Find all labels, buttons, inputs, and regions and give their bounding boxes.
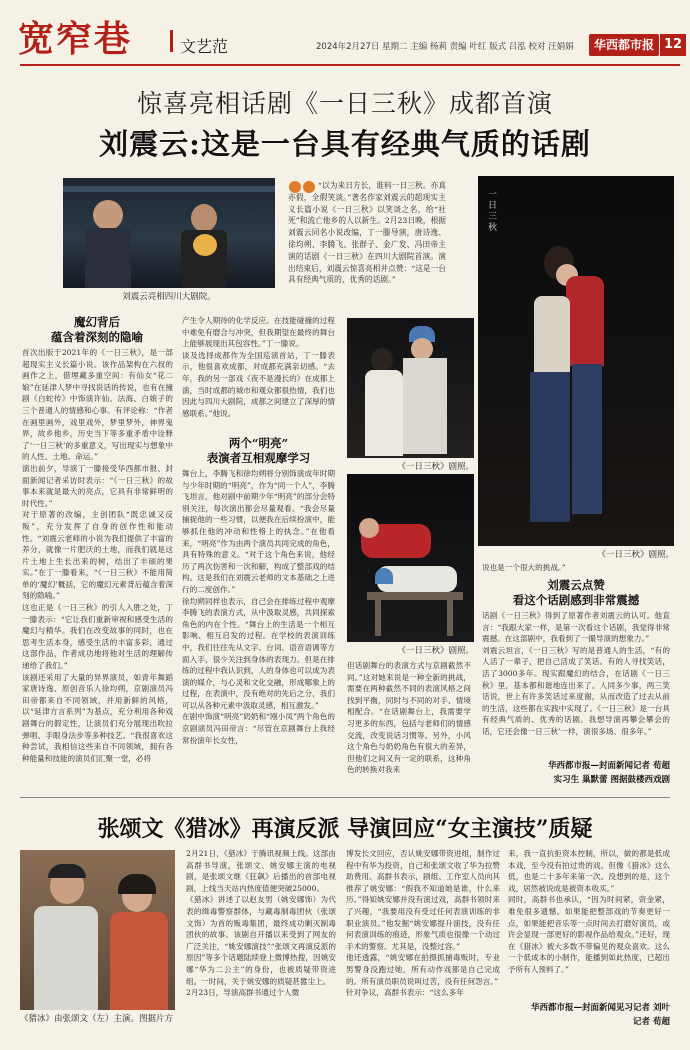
article1-col2b: 舞台上，李腾飞和徐均朔将分别饰演成年时期与少年时期的“明亮”，作为“同一个人”，李腾飞坦言，他对剧中前期少年“明亮”的部分会特别关注，每次演出都会尽量观看。“我会尽量捕捉他的一些习惯，以便我在后续扮演中，能够抓住他的冲动和性格上的执念。”在他看来，“明亮”作为由两个演员共同完成的角色，具有特殊的意义。“对于这个角色来说，他经历了两次伤害和一次和解，构成了整部戏的结构。这是我们在刘震云老师的文本基础之上进行的二度创作。” 徐均朔同样也表示，自己会在排练过程中观摩李腾飞的表演方式，从中汲取灵感，共同探索角色的内在个性。“舞台上的生活是一个相互影响、相互启发的过程。在学校的表演训练中，我们往往先从文字、台词、语音语调等方面入手，很少关注到身体的表现力。但是在排练的过程中我认识到，人的身体也可以成为表演的媒介，与心灵和文化交融，形成哪象上的过程，在表演中，没有绝对的先后之分，我们可以从各种元素中汲取灵感，相互激发。” 在剧中饰演“明亮”奶奶和“刚小凤”两个角色的京剧演员冯田帝言：“尽管在京剧舞台上我经常扮演年长女性， <box>182 469 335 745</box>
photo-stage-3 <box>347 474 474 642</box>
article1-col2a: 产生令人期待的化学反应。在技能碰撞的过程中难免有磨合与冲突，但我期望在最终的舞台上能够展现出其包容性。”丁一滕说。 谈及选择成都作为全国巡演首站，丁一滕表示，他很喜欢成都，对成都充满亲切感。“去年，我的另一部戏《夜不是漫长的》在成都上演，当时成都的城市和观众都很热情，我们也因此与四川大剧院，成都之间建立了深厚的情感联系。”他说。 <box>182 316 335 418</box>
section-heading-2: 两个“明亮” 表演者互相观摩学习 <box>206 436 311 465</box>
photo3-caption: 《一日三秋》剧照。 <box>397 646 474 656</box>
article2-col2: 博发长文回应，否认姚安娜带资进组，制作过程中有华为投资，自己和张颂文收了华为拉赞助费用。高群书表示，剧组、工作室人员向其推荐了姚安娜：“假我不知道她是谁，什么来历。”得知姚安娜并没有演过戏，高群书领时来了兴趣，“我要用没有受过任何表演训练的非职业演员。”他发掘“姚安娜提升演技，没有任何表演训练的痕迹，形象气质也很像一个动过手术的警察。尤其是，没整过容。” 他还透露，“姚安娜在拍摄抓捕毒贩时，专业男警身没跑过她，所有动作戏都是自己完成的。所有演员职员说叫过苦，没有任何怨言。” 针对争议，高群书表示：“这么多年 <box>346 849 500 998</box>
column-name: 文艺范 <box>180 37 229 56</box>
article2-byline-2: 记者 荀超 <box>633 1017 670 1027</box>
photo2-caption: 《一日三秋》剧照。 <box>397 462 474 472</box>
section-logo: 宽窄巷 <box>18 18 133 60</box>
masthead-rule <box>20 64 680 66</box>
article1-col4b: 话剧《一日三秋》得到了原著作者刘震云的认可。他直言：“我跟大家一样，是第一次看这个话剧，我觉得非常震撼。在这部剧中，我看到了一撮导演的想象力。” 刘震云坦言，《一日三秋》写的是普通人的生活，“有的人活了一辈子，把自己活成了笑话。有的人寻找笑话，活了3000多年。现实跟魔幻的结合，在话剧《一日三秋》里，基本都和谐地连出来了。人同多少事，两三笑话说，世上有许多笑话过来度谢，从而改造了过去从前的生活，这些都在实践中实现了。《一日三秋》是一台具有经典气质的、优秀的话剧。我想导演再攀会攀会的话，它还会像一日三秋’一样，演很多场、很多年。” <box>482 611 670 736</box>
article1-col4a: 说也是一个很大的挑战。” <box>482 563 566 572</box>
section-heading-1: 魔幻背后 蕴含着深刻的隐喻 <box>51 315 143 344</box>
article2-title: 张颂文《猎冰》再演反派 导演回应“女主演技”质疑 <box>97 816 593 842</box>
photo-stage-4: 一日三秋 <box>478 176 674 546</box>
article2-col1: 2月21日，《猎冰》于腾讯视频上线。这部由高群书导演，张颂文、姚安娜主演的电视剧，是张颂文继《狂飙》后播出的首部电视剧，上线当天站内热度值便突破25000。 《猎冰》讲述了以赵友男（姚安娜饰）为代表的缉毒警察群体，与藏毒制毒团伙（张颂文饰）为首的贩毒集团，最终成功剿灭制毒团伙的故事。该剧自开播以来受到了网友的广泛关注，“姚安娜演技”“张颂文再演反派的原因”等多个话题陆续登上微博热搜，因姚安娜“华为二公主”的身份，也被质疑带资进组。一时间，关于姚安娜的质疑甚嚣尘上。 2月23日，导演高群书通过个人微 <box>186 849 336 998</box>
article1-title: 刘震云:这是一台具有经典气质的话剧 <box>99 127 591 161</box>
column-bar <box>170 30 173 52</box>
photo4-caption: 《一日三秋》剧照。 <box>597 550 674 560</box>
photo-stage-2 <box>347 318 474 458</box>
page-number: 12 <box>660 34 686 56</box>
article2-photo-caption: 《猎冰》由张颂文（左）主演。图据片方 <box>20 1014 174 1024</box>
article-divider <box>20 797 670 798</box>
article1-byline-2: 实习生 巢默蕾 图据鼓楼西戏剧 <box>553 775 670 785</box>
article2-col3: 来，我一直抗拒资本控制，所以，做的都是低成本戏，至今没有拍过贵的戏。但像《猎冰》这么低，也是二十多年来第一次。没想到的是，这个戏，居然被说成是被资本收买。” 同时，高群书也承认，“因为时间紧，资金紧，难免很多遗憾。如果能把整部戏的节奏更好一点，如果能把音乐等一点时间去打磨好演员，或许会显现一部更好的影视作品给观众。”还好，现在《猎冰》被大多数不带偏见的观众喜欢。这么一个低成本的小制作，能播到如此热度，已超出予所有人预料了。” <box>508 849 670 974</box>
article1-col3: 但话剧舞台的表演方式与京剧截然不同。”这对她来说是一种全新的挑战，需要在两种截然不同的表演风格之间找到平衡，同时与不同的对手、情境相配合。“在话剧舞台上，我需要学习更多的东西，包括与老师们的情感交流，改变说话习惯等。另外，小风这个角色与奶奶角色有很大的差异，但他们之间又有一定的联系，这种角色的转换对我来 <box>347 661 471 775</box>
article1-subtitle: 惊喜亮相话剧《一日三秋》成都首演 <box>136 89 553 118</box>
article1-byline-1: 华西都市报—封面新闻记者 荀超 <box>548 761 670 771</box>
article2-byline-1: 华西都市报—封面新闻见习记者 刘叶 <box>531 1003 670 1013</box>
photo-lie-bing <box>20 850 175 1010</box>
article1-col1: 首次出版于2021年的《一日三秋》，是一部超现实主义长篇小说。该作品架构在六叔的画作之上，借埋藏多重空间：有仙女“花二娘”在延津人梦中寻找说话的传说，也有在撞剧《白蛇传》中饰演许仙、法海、白娘子的三个普通人的情感和心事。有评论称：“作者在画里画外，戏里戏外，梦里梦外，神界鬼界，故乡他乡，历史当下等多重矛盾中诠释了‘一日三秋’的多重意义，写出现实与想象中的人性、土地、命运。” 演出前夕，导演丁一滕接受华西都市报、封面新闻记者采访时表示：“《一日三秋》的故事本来就是最大的亮点，它具有非常鲜明的时代性。” 对于原著的改编，主创团队“既忠诚又反叛”，充分发挥了自身的创作性和能动性。“刘震云老师的小说为我们提供了丰富的养分，就像一片肥沃的土地，而我们就是这片土地上生长出来的树，结出了丰硕的果实。”在丁一滕看来，“《一日三秋》不能用简单的‘魔幻’概括，它的魔幻元素背后蕴含着深刻的隐喻。” 这也正是《一日三秋》的引人入胜之处，丁一滕表示：“它让我们重新审视和感受生活的魔幻与精华。我们在改变故事的同时，也在思考生活本身，感受生活的丰富多彩，通过这部作品，作者成功地将他对生活的理解传递给了我们。” 该剧还采用了大量的异界演员，如青年舞蹈家唐诗逸、原创音乐人徐均朔，京剧演员冯田帝都来自不同领域，并用新鲜的风格，以“延津方言系列”为基点，充分利用各种戏剧舞台的假定性，让演员们充分展现出吹拉弹唱、手眼身法步等多种技艺。“我很喜欢这种尝试，我相信这些来自不同领域，拥有各种能量和技能的演员们汇聚一堂，必将 <box>22 348 173 763</box>
masthead-meta: 2024年2月27日 星期二 主编 杨莉 责编 叶红 版式 吕泓 校对 汪娟娟 <box>316 42 574 52</box>
section-heading-3: 刘震云点赞 看这个话剧感到非常震撼 <box>512 578 640 607</box>
article1-lead: “以为来日方长，谁料一日三秋。亦真亦假，全假笑谈。”著名作家刘震云的超现实主义长篇小说《一日三秋》以笑谈之名，给“社死”和流亡他乡的人以新生。2月23日晚，根据刘震云同名小说改编，丁一滕导演，唐诗逸、徐均朔、李腾飞、张群子、金广发、冯田帝主演的话剧《一日三秋》在四川大剧院首演。演出结束后，刘震云惊喜亮相并点赞：“这是一台具有经典气质的、优秀的话剧。” <box>288 181 446 285</box>
photo1-caption: 刘震云亮相四川大剧院。 <box>122 292 216 302</box>
paper-logo: 华西都市报 <box>589 34 659 56</box>
photo-liu-zhenyun <box>63 178 275 288</box>
